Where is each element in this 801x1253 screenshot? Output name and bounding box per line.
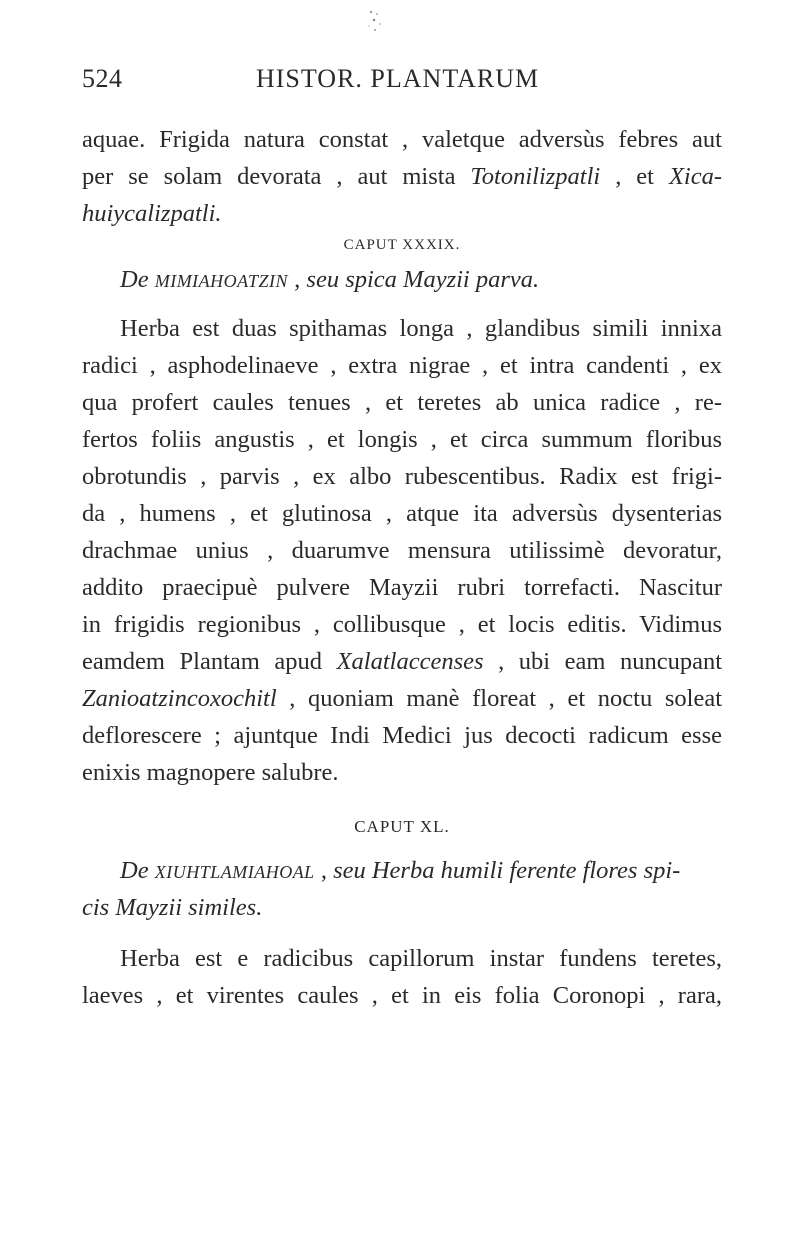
ink-blot bbox=[365, 8, 387, 38]
text-line: aquae. Frigida natura constat , valetque adversùs febres aut bbox=[82, 126, 722, 153]
text-line: Herba est e radicibus capillorum instar fundens teretes, bbox=[120, 945, 722, 972]
running-title: HISTOR. PLANTARUM bbox=[256, 64, 540, 93]
text-line: deflorescere ; ajuntque Indi Medici jus decocti radicum esse bbox=[82, 722, 722, 749]
chapter-heading: De MIMIAHOATZIN , seu spica Mayzii parva. bbox=[120, 266, 540, 293]
chapter-heading: De XIUHTLAMIAHOAL , seu Herba humili ferente flores spi- bbox=[120, 857, 681, 884]
text-line: per se solam devorata , aut mista Totonilizpatli , et Xica- bbox=[82, 163, 722, 190]
chapter-caption: CAPUT XL. bbox=[354, 817, 450, 836]
text-line: in frigidis regionibus , collibusque , et locis editis. Vidimus bbox=[82, 611, 722, 638]
text-line: drachmae unius , duarumve mensura utilissimè devoratur, bbox=[82, 537, 722, 564]
text-line: qua profert caules tenues , et teretes ab unica radice , re- bbox=[82, 389, 722, 416]
text-line: obrotundis , parvis , ex albo rubescentibus. Radix est frigi- bbox=[82, 463, 722, 490]
text-line: huiycalizpatli. bbox=[82, 200, 222, 227]
page-number: 524 bbox=[82, 64, 123, 93]
text-line: eamdem Plantam apud Xalatlaccenses , ubi eam nuncupant bbox=[82, 648, 723, 675]
text-line: radici , asphodelinaeve , extra nigrae , et intra candenti , ex bbox=[82, 352, 722, 379]
text-line: Zanioatzincoxochitl , quoniam manè floreat , et noctu soleat bbox=[82, 685, 722, 712]
text-line: Herba est duas spithamas longa , glandibus simili innixa bbox=[120, 315, 722, 342]
text-line: da , humens , et glutinosa , atque ita adversùs dysenterias bbox=[82, 500, 722, 527]
text-line: addito praecipuè pulvere Mayzii rubri torrefacti. Nascitur bbox=[82, 574, 722, 601]
chapter-heading-continued: cis Mayzii similes. bbox=[82, 894, 263, 921]
text-line: enixis magnopere salubre. bbox=[82, 759, 339, 786]
text-line: laeves , et virentes caules , et in eis folia Coronopi , rara, bbox=[82, 982, 722, 1009]
text-line: fertos foliis angustis , et longis , et circa summum floribus bbox=[82, 426, 722, 453]
chapter-caption: CAPUT XXXIX. bbox=[343, 237, 461, 253]
